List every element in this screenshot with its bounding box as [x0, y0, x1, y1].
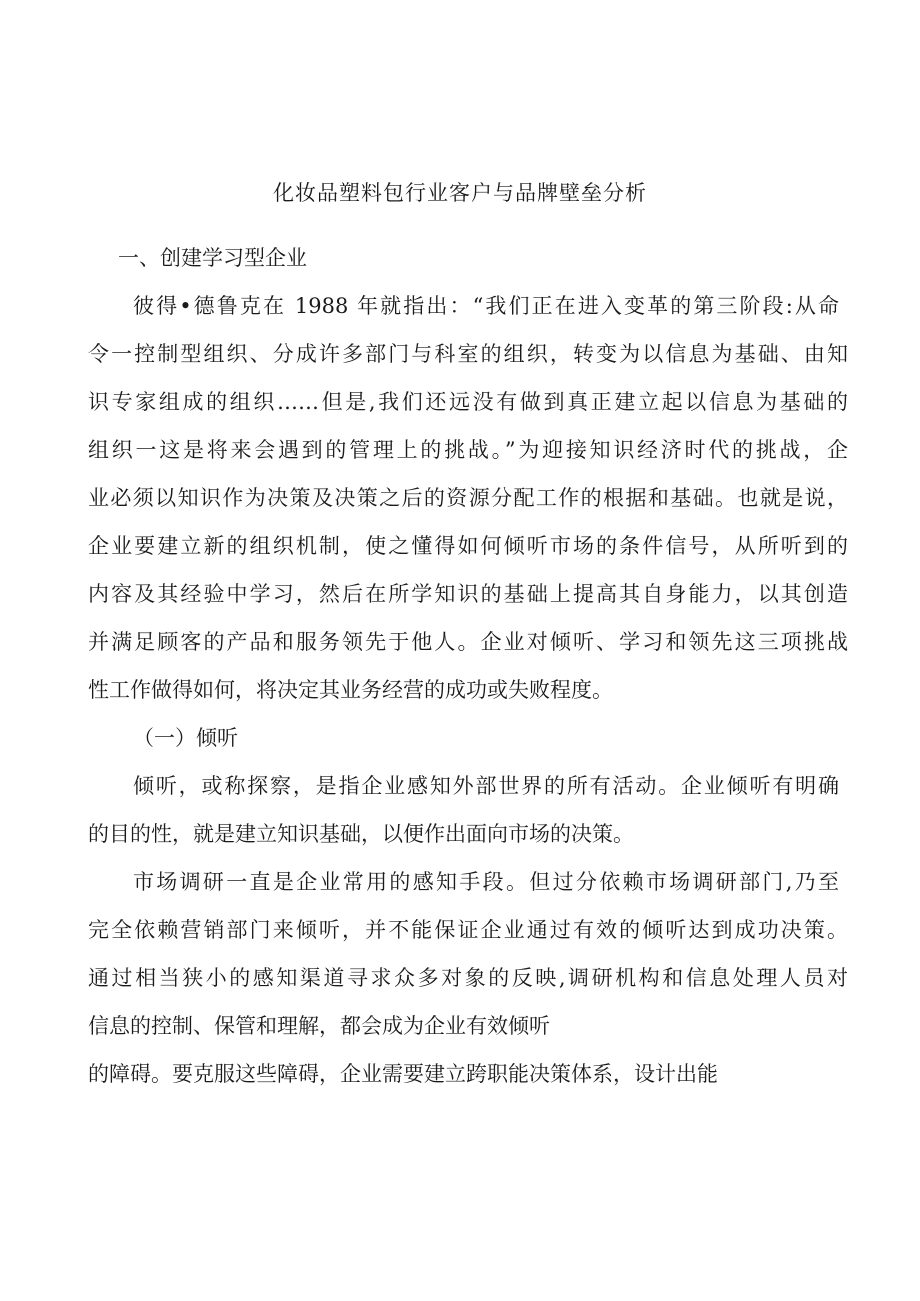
paragraph-line: 的障碍。要克服这些障碍，企业需要建立跨职能决策体系，设计出能 — [88, 1062, 718, 1086]
paragraph-line: 业必须以知识作为决策及决策之后的资源分配工作的根据和基础。也就是说， — [88, 486, 848, 510]
paragraph-line: 的目的性，就是建立知识基础，以便作出面向市场的决策。 — [88, 822, 634, 846]
subsection-heading: （一）倾听 — [133, 726, 238, 750]
section-heading: 一、创建学习型企业 — [118, 246, 307, 270]
paragraph-line: 通过相当狭小的感知渠道寻求众多对象的反映,调研机构和信息处理人员对 — [88, 966, 848, 990]
paragraph-line: 并满足顾客的产品和服务领先于他人。企业对倾听、学习和领先这三项挑战 — [88, 630, 848, 654]
paragraph-line: 性工作做得如何，将决定其业务经营的成功或失败程度。 — [88, 678, 613, 702]
paragraph-line: 组织一这是将来会遇到的管理上的挑战。”为迎接知识经济时代的挑战，企 — [88, 438, 848, 462]
paragraph-line: 令一控制型组织、分成许多部门与科室的组织，转变为以信息为基础、由知 — [88, 342, 848, 366]
paragraph-line: 完全依赖营销部门来倾听，并不能保证企业通过有效的倾听达到成功决策。 — [88, 918, 848, 942]
paragraph-line: 识专家组成的组织……但是,我们还远没有做到真正建立起以信息为基础的 — [88, 390, 848, 414]
paragraph-line: 彼得•德鲁克在 1988 年就指出：“我们正在进入变革的第三阶段:从命 — [133, 294, 839, 318]
paragraph-line: 企业要建立新的组织机制，使之懂得如何倾听市场的条件信号，从所听到的 — [88, 534, 848, 558]
document-title: 化妆品塑料包行业客户与品牌壁垒分析 — [273, 181, 647, 205]
paragraph-line: 内容及其经验中学习，然后在所学知识的基础上提高其自身能力，以其创造 — [88, 582, 848, 606]
paragraph-line: 市场调研一直是企业常用的感知手段。但过分依赖市场调研部门,乃至 — [133, 870, 839, 894]
paragraph-line: 倾听，或称探察，是指企业感知外部世界的所有活动。企业倾听有明确 — [133, 774, 839, 798]
paragraph-line: 信息的控制、保管和理解，都会成为企业有效倾听 — [88, 1014, 550, 1038]
